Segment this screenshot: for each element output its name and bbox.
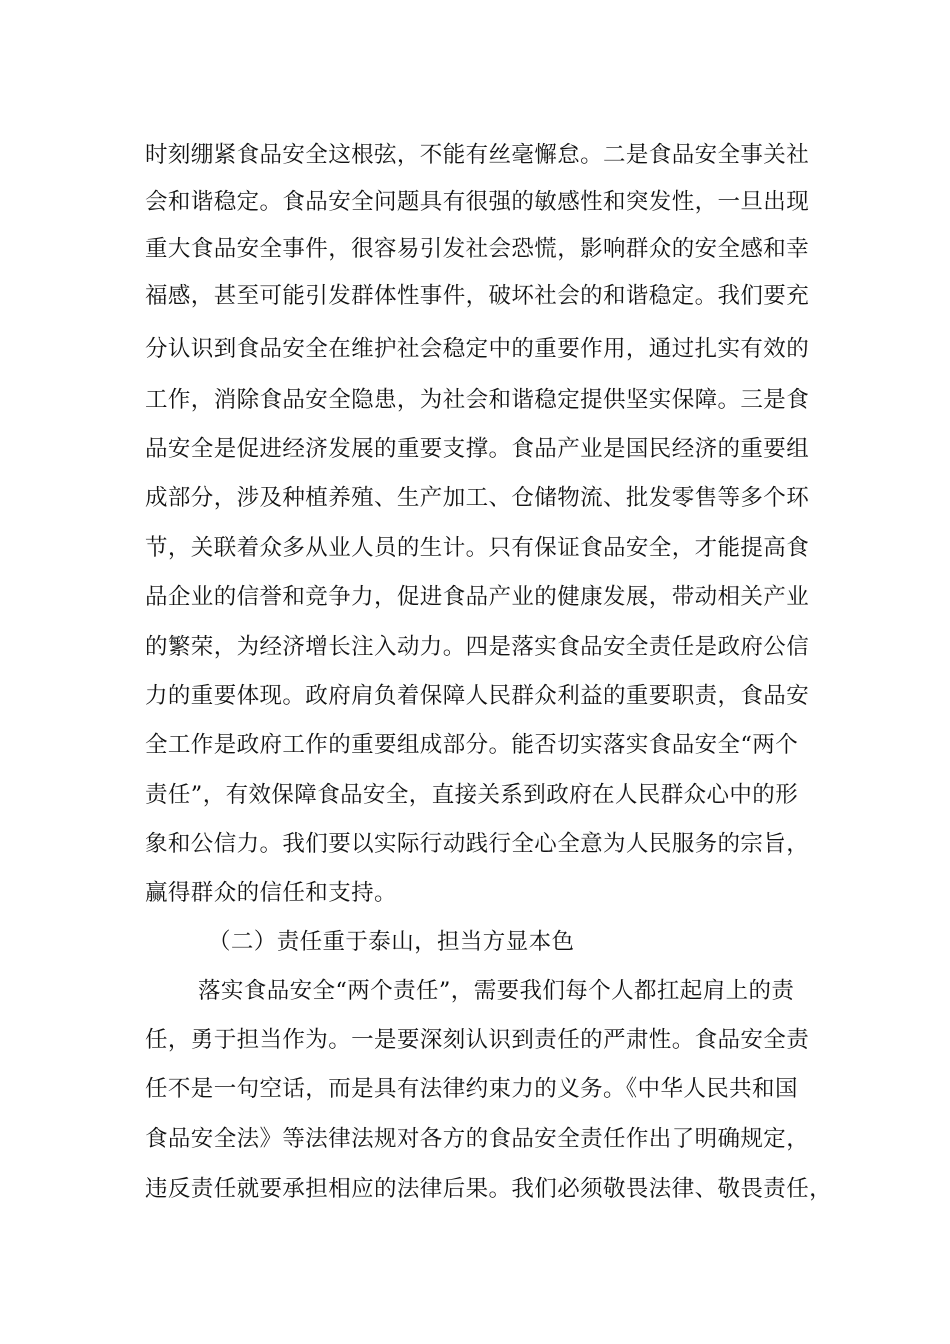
paragraph-line: 分认识到食品安全在维护社会稳定中的重要作用，通过扎实有效的 — [145, 336, 810, 362]
paragraph-line: 象和公信力。我们要以实际行动践行全心全意为人民服务的宗旨， — [145, 831, 810, 857]
paragraph-line: 的繁荣，为经济增长注入动力。四是落实食品安全责任是政府公信 — [145, 634, 810, 660]
paragraph-line: 品企业的信誉和竞争力，促进食品产业的健康发展，带动相关产业 — [145, 584, 810, 610]
paragraph-line: 节，关联着众多从业人员的生计。只有保证食品安全，才能提高食 — [145, 535, 810, 561]
paragraph-line: 全工作是政府工作的重要组成部分。能否切实落实食品安全“两个 — [145, 732, 799, 758]
paragraph-line: 力的重要体现。政府肩负着保障人民群众利益的重要职责，食品安 — [145, 683, 810, 709]
paragraph-line: 品安全是促进经济发展的重要支撑。食品产业是国民经济的重要组 — [145, 436, 810, 462]
paragraph-line: 责任”，有效保障食品安全，直接关系到政府在人民群众心中的形 — [145, 782, 799, 808]
paragraph-line: 任不是一句空话，而是具有法律约束力的义务。《中华人民共和国 — [145, 1076, 798, 1102]
paragraph-line: 工作，消除食品安全隐患，为社会和谐稳定提供坚实保障。三是食 — [145, 387, 810, 413]
paragraph-line: 赢得群众的信任和支持。 — [145, 880, 397, 906]
paragraph-line: 重大食品安全事件，很容易引发社会恐慌，影响群众的安全感和幸 — [145, 236, 810, 262]
section-heading: （二）责任重于泰山，担当方显本色 — [208, 929, 575, 955]
paragraph-line: 落实食品安全“两个责任”，需要我们每个人都扛起肩上的责 — [198, 978, 795, 1004]
paragraph-line: 会和谐稳定。食品安全问题具有很强的敏感性和突发性，一旦出现 — [145, 189, 810, 215]
paragraph-line: 食品安全法》等法律法规对各方的食品安全责任作出了明确规定， — [145, 1126, 810, 1152]
paragraph-line: 福感，甚至可能引发群体性事件，破坏社会的和谐稳定。我们要充 — [145, 283, 810, 309]
paragraph-line: 时刻绷紧食品安全这根弦，不能有丝毫懈怠。二是食品安全事关社 — [145, 142, 810, 168]
paragraph-line: 违反责任就要承担相应的法律后果。我们必须敬畏法律、敬畏责任， — [145, 1176, 833, 1202]
paragraph-line: 任，勇于担当作为。一是要深刻认识到责任的严肃性。食品安全责 — [145, 1027, 810, 1053]
paragraph-line: 成部分，涉及种植养殖、生产加工、仓储物流、批发零售等多个环 — [145, 485, 810, 511]
